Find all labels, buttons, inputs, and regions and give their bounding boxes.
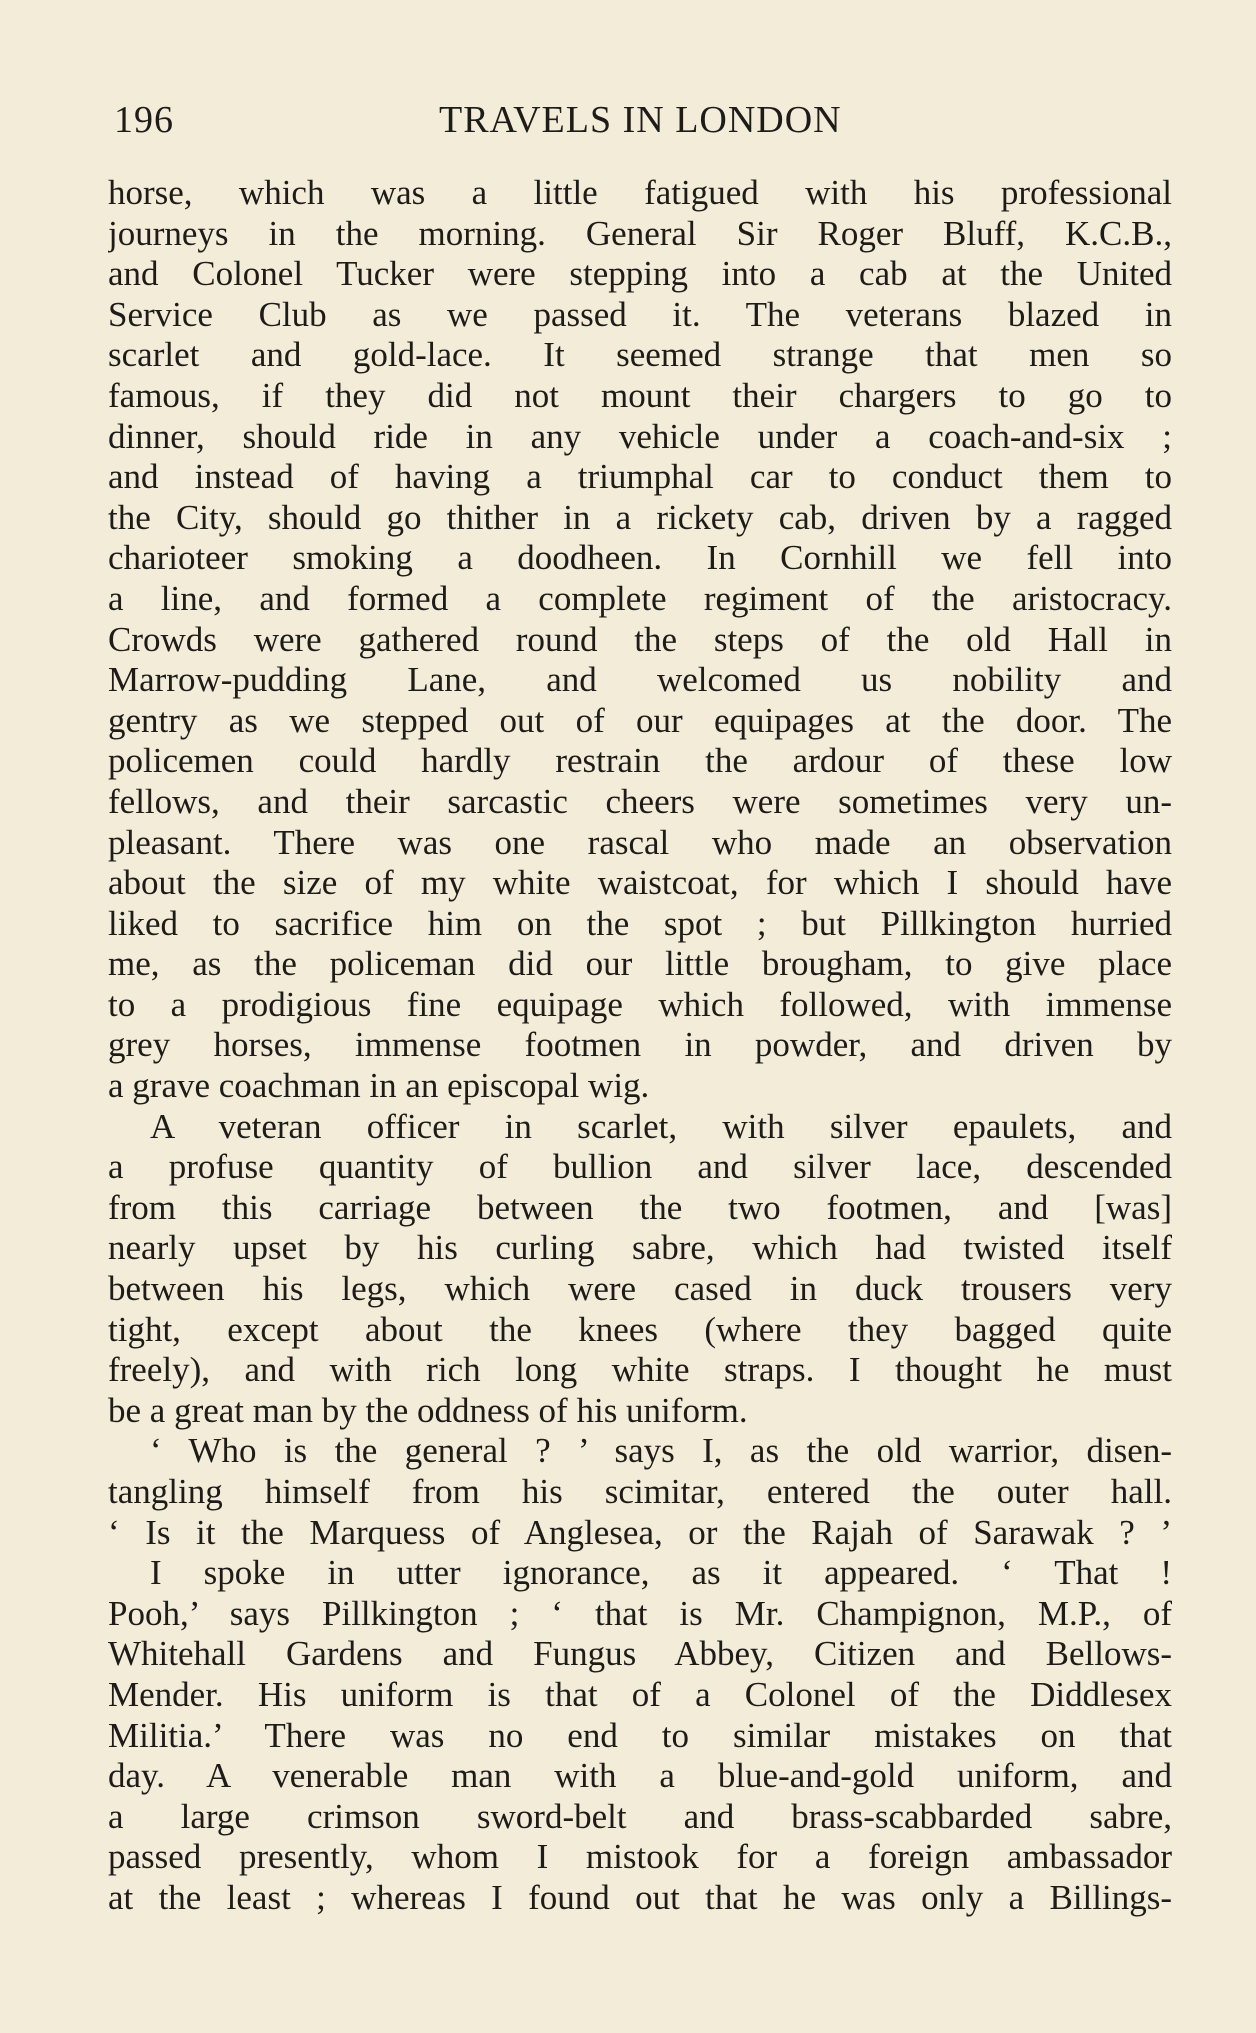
text-line: and instead of having a triumphal car to conduct them to xyxy=(108,457,1172,497)
text-line: I spoke in utter ignorance, as it appeared. ‘ That ! xyxy=(150,1553,1172,1593)
text-line: a grave coachman in an episcopal wig. xyxy=(108,1066,650,1106)
text-line: scarlet and gold-lace. It seemed strange that men so xyxy=(108,335,1172,375)
text-line: nearly upset by his curling sabre, which had twisted itself xyxy=(108,1228,1172,1268)
text-line: policemen could hardly restrain the ardour of these low xyxy=(108,741,1172,781)
text-line: dinner, should ride in any vehicle under a coach-and-six ; xyxy=(108,416,1172,456)
text-line: liked to sacrifice him on the spot ; but Pillkington hurried xyxy=(108,903,1172,943)
text-line: a line, and formed a complete regiment of the aristocracy. xyxy=(108,578,1172,618)
text-line: horse, which was a little fatigued with his professional xyxy=(108,173,1172,212)
text-line: journeys in the morning. General Sir Roger Bluff, K.C.B., xyxy=(108,213,1172,253)
text-line: the City, should go thither in a rickety cab, driven by a ragged xyxy=(108,497,1172,537)
text-line: from this carriage between the two footmen, and [was] xyxy=(108,1187,1172,1227)
text-line: tangling himself from his scimitar, entered the outer hall. xyxy=(108,1472,1172,1511)
text-line: Crowds were gathered round the steps of the old Hall in xyxy=(108,619,1172,659)
text-line: famous, if they did not mount their chargers to go to xyxy=(108,375,1172,415)
text-line: about the size of my white waistcoat, for which I should have xyxy=(108,863,1172,903)
text-line: Mender. His uniform is that of a Colonel of the Diddlesex xyxy=(108,1674,1172,1714)
text-line: to a prodigious fine equipage which followed, with immense xyxy=(108,984,1172,1024)
text-line: day. A venerable man with a blue-and-gold uniform, and xyxy=(108,1756,1172,1796)
page-number: 196 xyxy=(114,99,174,141)
text-line: passed presently, whom I mistook for a foreign ambassador xyxy=(108,1837,1172,1877)
text-line: charioteer smoking a doodheen. In Cornhill we fell into xyxy=(108,538,1172,578)
text-line: gentry as we stepped out of our equipages at the door. The xyxy=(108,700,1172,740)
page-header xyxy=(114,95,1174,145)
text-line: ‘ Who is the general ? ’ says I, as the old warrior, disen- xyxy=(150,1431,1172,1471)
text-line: between his legs, which were cased in duck trousers very xyxy=(108,1269,1172,1309)
text-line: Whitehall Gardens and Fungus Abbey, Citizen and Bellows- xyxy=(108,1634,1172,1674)
running-title: TRAVELS IN LONDON xyxy=(439,99,842,141)
text-line: freely), and with rich long white straps. I thought he must xyxy=(108,1350,1172,1390)
text-line: Militia.’ There was no end to similar mistakes on that xyxy=(108,1715,1172,1755)
text-line: me, as the policeman did our little brougham, to give place xyxy=(108,944,1172,984)
text-line: and Colonel Tucker were stepping into a cab at the United xyxy=(108,254,1172,294)
text-line: pleasant. There was one rascal who made an observation xyxy=(108,822,1172,862)
text-line: Service Club as we passed it. The veterans blazed in xyxy=(108,294,1172,334)
text-line: Pooh,’ says Pillkington ; ‘ that is Mr. Champignon, M.P., of xyxy=(108,1593,1172,1633)
text-line: at the least ; whereas I found out that he was only a Billings- xyxy=(108,1877,1172,1917)
text-line: Marrow-pudding Lane, and welcomed us nobility and xyxy=(108,660,1172,700)
text-line: grey horses, immense footmen in powder, and driven by xyxy=(108,1025,1172,1065)
text-line: be a great man by the oddness of his uniform. xyxy=(108,1390,748,1430)
text-line: A veteran officer in scarlet, with silver epaulets, and xyxy=(150,1106,1172,1146)
text-line: a large crimson sword-belt and brass-scabbarded sabre, xyxy=(108,1796,1172,1836)
text-line: tight, except about the knees (where they bagged quite xyxy=(108,1309,1172,1349)
body-text xyxy=(108,173,1172,1919)
text-line: a profuse quantity of bullion and silver lace, descended xyxy=(108,1147,1172,1187)
text-line: ‘ Is it the Marquess of Anglesea, or the Rajah of Sarawak ? ’ xyxy=(108,1512,1172,1552)
text-line: fellows, and their sarcastic cheers were sometimes very un- xyxy=(108,781,1172,821)
